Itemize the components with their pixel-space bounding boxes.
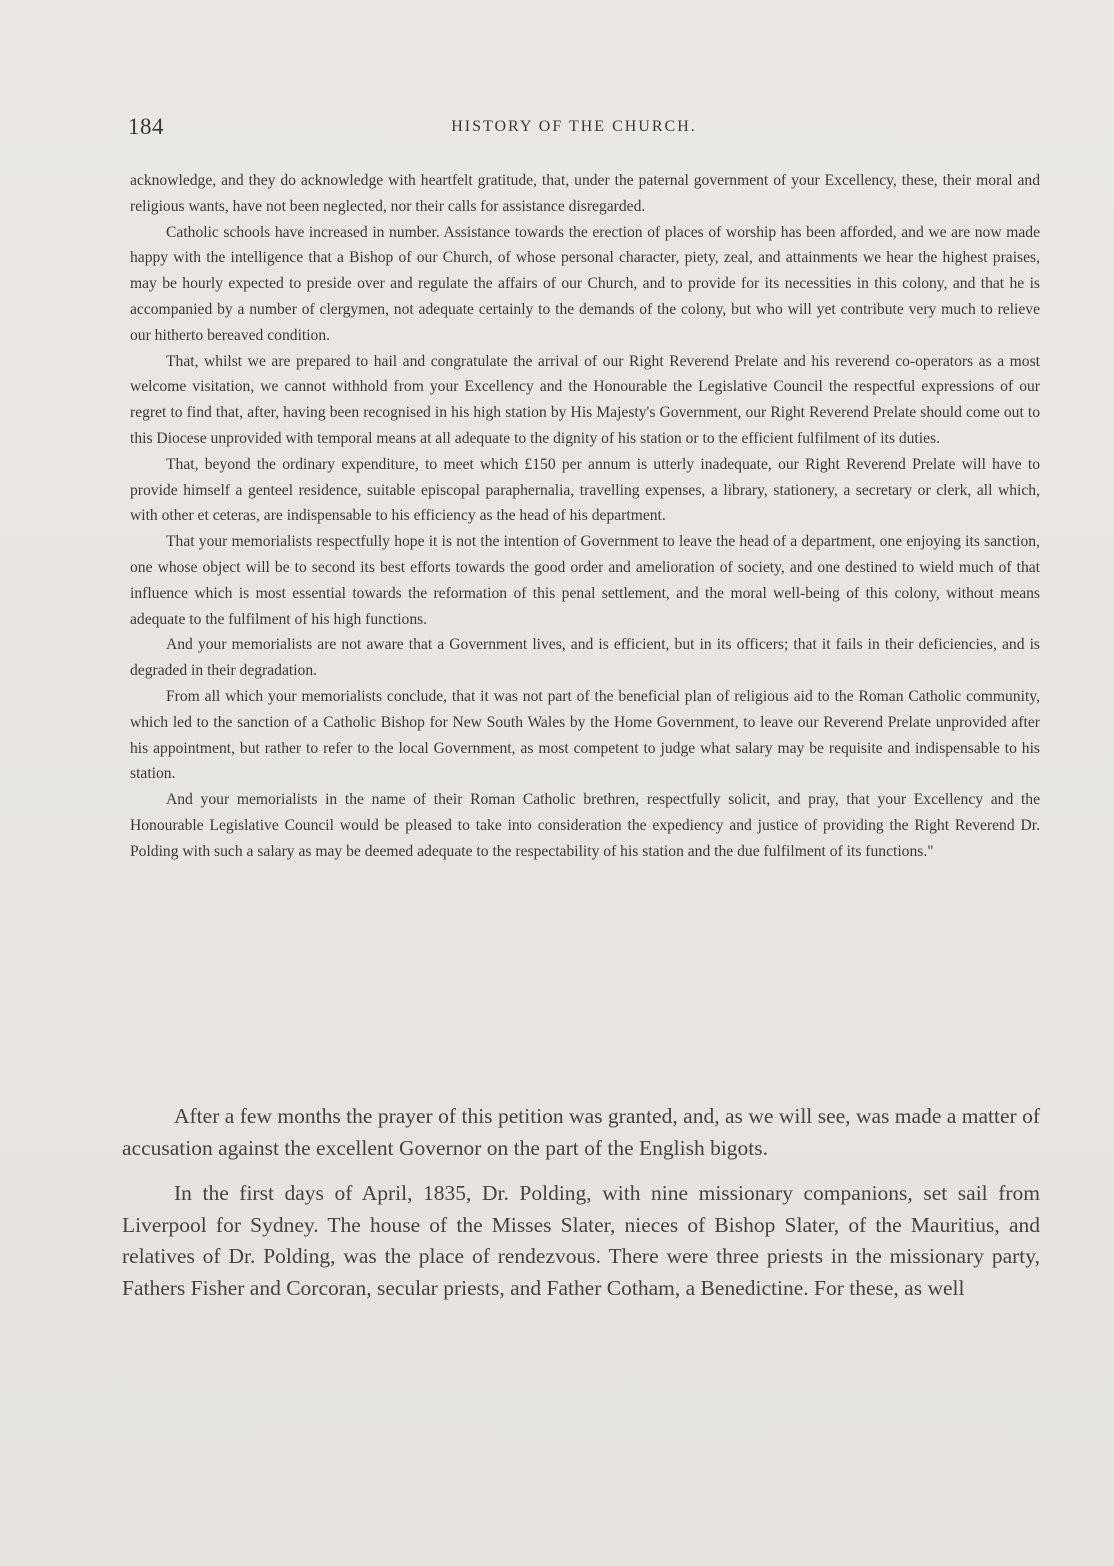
memorial-paragraph: From all which your memorialists conclude, that it was not part of the beneficial plan of religious aid to the Roman Catholic community, which led to the sanction of a Catholic Bishop for New South Wales by the Home Government, to leave our Reverend Prelate unprovided after his appointment, but rather to refer to the local Government, as most competent to judge what salary may be requisite and indispensable to his station. xyxy=(130,687,1040,783)
memorial-paragraph: acknowledge, and they do acknowledge with heartfelt gratitude, that, under the paternal government of your Excellency, these, their moral and religious wants, have not been neglected, nor their calls for assistance disregarded. xyxy=(130,172,1040,215)
memorial-paragraph: And your memorialists in the name of their Roman Catholic brethren, respectfully solicit, and pray, that your Excellency and the Honourable Legislative Council would be pleased to take into consideration the expediency and justice of providing the Right Reverend Dr. Polding with such a salary as may be deemed adequate to the respectability of his station and the due fulfilment of its functions." xyxy=(130,791,1040,860)
running-title: HISTORY OF THE CHURCH. xyxy=(451,118,697,135)
memorial-paragraph: That your memorialists respectfully hope it is not the intention of Government to leave the head of a department, one enjoying its sanction, one whose object will be to second its best efforts towards the good order and amelioration of society, and one destined to wield much of that influence which is most essential towards the reformation of this penal settlement, and the moral well-being of this colony, without means adequate to the fulfilment of his high functions. xyxy=(130,533,1040,628)
narrative-text xyxy=(122,1101,1040,1318)
memorial-paragraph: Catholic schools have increased in number. Assistance towards the erection of places of worship has been afforded, and we are now made happy with the intelligence that a Bishop of our Church, of whose personal character, piety, zeal, and attainments we hear the highest praises, may be hourly expected to preside over and regulate the affairs of our Church, and to provide for its necessities in this colony, and that he is accompanied by a number of clergymen, not adequate certainly to the demands of the colony, but who will yet contribute very much to relieve our hitherto bereaved condition. xyxy=(130,223,1040,344)
memorial-paragraph: That, beyond the ordinary expenditure, to meet which £150 per annum is utterly inadequate, our Right Reverend Prelate will have to provide himself a genteel residence, suitable episcopal paraphernalia, travelling expenses, a library, stationery, a secretary or clerk, all which, with other et ceteras, are indispensable to his efficiency as the head of his department. xyxy=(130,455,1040,525)
memorial-paragraph: And your memorialists are not aware that a Government lives, and is efficient, but in its officers; that it fails in their deficiencies, and is degraded in their degradation. xyxy=(130,636,1040,680)
narrative-paragraph: After a few months the prayer of this petition was granted, and, as we will see, was made a matter of accusation against the excellent Governor on the part of the English bigots. xyxy=(122,1104,1040,1160)
narrative-paragraph: In the first days of April, 1835, Dr. Polding, with nine missionary companions, set sail from Liverpool for Sydney. The house of the Misses Slater, nieces of Bishop Slater, of the Mauritius, and relatives of Dr. Polding, was the place of rendezvous. There were three priests in the missionary party, Fathers Fisher and Corcoran, secular priests, and Father Cotham, a Benedictine. For these, as well xyxy=(122,1181,1040,1300)
memorial-paragraph: That, whilst we are prepared to hail and congratulate the arrival of our Right Reverend Prelate and his reverend co-operators as a most welcome visitation, we cannot withhold from your Excellency and the Honourable the Legislative Council the respectful expressions of our regret to find that, after, having been recognised in his high station by His Majesty's Government, our Right Reverend Prelate should come out to this Diocese unprovided with temporal means at all adequate to the dignity of his station or to the efficient fulfilment of its duties. xyxy=(130,352,1040,447)
page-number: 184 xyxy=(128,114,164,139)
memorial-quotation xyxy=(130,168,1040,865)
